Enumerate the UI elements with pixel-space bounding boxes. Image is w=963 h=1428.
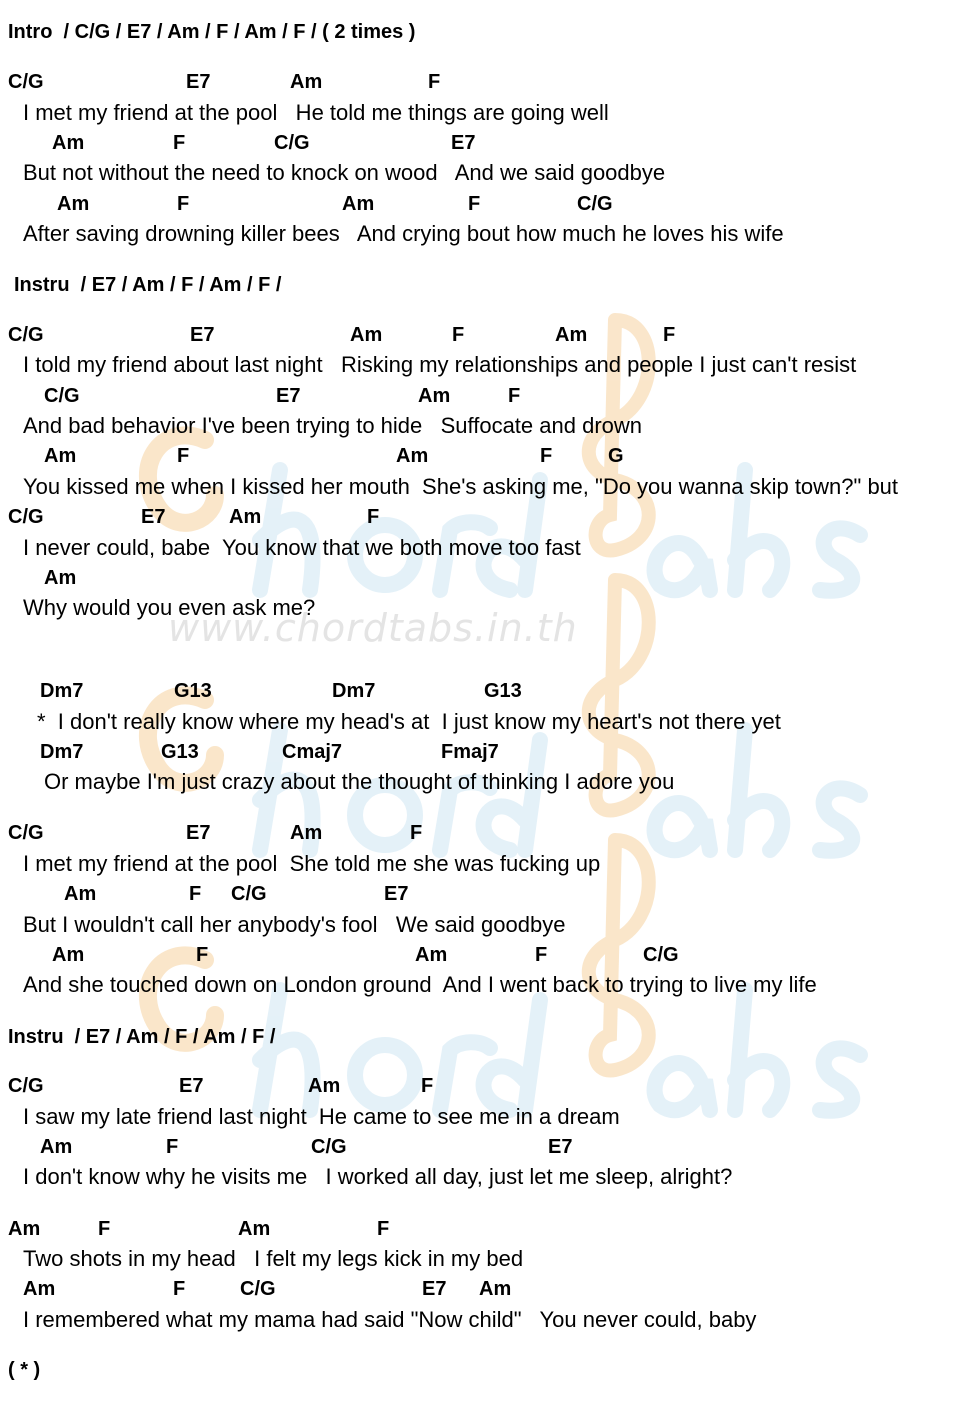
chord-label: ( * ) xyxy=(8,1359,41,1381)
chord-label: E7 xyxy=(276,385,301,407)
lyric-line: I met my friend at the pool He told me things are going well xyxy=(23,100,609,125)
lyric-line: I don't know why he visits me I worked all day, just let me sleep, alright? xyxy=(23,1164,733,1189)
chord-label: E7 xyxy=(186,822,211,844)
chord-label: E7 xyxy=(451,132,476,154)
chord-label: Fmaj7 xyxy=(441,741,499,763)
chord-label: Am xyxy=(57,193,90,215)
chord-label: F xyxy=(410,822,423,844)
lyric-line: And she touched down on London ground And I went back to trying to live my life xyxy=(23,972,817,997)
watermark-url: www.chordtabs.in.th xyxy=(168,606,578,650)
chord-label: C/G xyxy=(577,193,613,215)
chord-label: F xyxy=(173,1278,186,1300)
chord-label: E7 xyxy=(179,1075,204,1097)
lyric-line: I met my friend at the pool She told me she was fucking up xyxy=(23,851,601,876)
chord-label: Dm7 xyxy=(332,680,376,702)
chord-label: Am xyxy=(350,324,383,346)
chord-label: Am xyxy=(52,132,85,154)
lyric-line: Why would you even ask me? xyxy=(23,595,316,620)
chord-label: G xyxy=(608,445,624,467)
chord-label: Am xyxy=(418,385,451,407)
chord-label: E7 xyxy=(384,883,409,905)
chord-label: F xyxy=(177,445,190,467)
chord-label: C/G xyxy=(311,1136,347,1158)
chord-label: F xyxy=(367,506,380,528)
chord-label: E7 xyxy=(548,1136,573,1158)
lyric-line: I told my friend about last night Risking my relationships and people I just can't resist xyxy=(23,352,857,377)
chord-label: F xyxy=(663,324,676,346)
chord-label: C/G xyxy=(643,944,679,966)
lyric-line: But I wouldn't call her anybody's fool We said goodbye xyxy=(23,912,566,937)
chord-label: Am xyxy=(290,71,323,93)
chord-label: Am xyxy=(290,822,323,844)
chord-label: Am xyxy=(396,445,429,467)
lyric-line: You kissed me when I kissed her mouth She's asking me, "Do you wanna skip town?" but xyxy=(23,474,899,499)
chord-label: Intro / C/G / E7 / Am / F / Am / F / ( 2 times ) xyxy=(8,21,416,43)
chord-label: C/G xyxy=(8,822,44,844)
chord-label: Am xyxy=(8,1218,41,1240)
chord-label: Am xyxy=(229,506,262,528)
chord-label: E7 xyxy=(422,1278,447,1300)
chord-label: Am xyxy=(64,883,97,905)
chord-label: E7 xyxy=(141,506,166,528)
chord-label: C/G xyxy=(231,883,267,905)
lyric-line: Two shots in my head I felt my legs kick in my bed xyxy=(23,1246,524,1271)
chord-label: Am xyxy=(479,1278,512,1300)
chord-label: C/G xyxy=(8,1075,44,1097)
chord-label: C/G xyxy=(8,71,44,93)
lyric-line: And bad behavior I've been trying to hide Suffocate and drown xyxy=(23,413,642,438)
chord-label: Am xyxy=(555,324,588,346)
lyric-line: I never could, babe You know that we both move too fast xyxy=(23,535,581,560)
chord-label: F xyxy=(166,1136,179,1158)
chord-label: F xyxy=(508,385,521,407)
chord-label: Am xyxy=(308,1075,341,1097)
chord-label: Instru / E7 / Am / F / Am / F / xyxy=(14,274,282,296)
chord-label: F xyxy=(377,1218,390,1240)
chord-label: C/G xyxy=(240,1278,276,1300)
chord-label: Am xyxy=(40,1136,73,1158)
chord-label: G13 xyxy=(484,680,522,702)
chord-label: C/G xyxy=(274,132,310,154)
chord-label: Instru / E7 / Am / F / Am / F / xyxy=(8,1026,276,1048)
chord-label: F xyxy=(173,132,186,154)
chord-label: Dm7 xyxy=(40,741,84,763)
chord-label: F xyxy=(177,193,190,215)
chord-label: F xyxy=(540,445,553,467)
chord-label: E7 xyxy=(190,324,215,346)
lyric-line: But not without the need to knock on wood And we said goodbye xyxy=(23,160,666,185)
lyric-line: I remembered what my mama had said "Now child" You never could, baby xyxy=(23,1307,757,1332)
chord-label: C/G xyxy=(8,324,44,346)
lyric-line: After saving drowning killer bees And crying bout how much he loves his wife xyxy=(23,221,784,246)
chord-label: G13 xyxy=(174,680,212,702)
chord-label: F xyxy=(196,944,209,966)
chord-label: Am xyxy=(52,944,85,966)
chord-label: F xyxy=(421,1075,434,1097)
chord-label: F xyxy=(428,71,441,93)
chord-label: F xyxy=(189,883,202,905)
chord-label: Am xyxy=(23,1278,56,1300)
chord-label: F xyxy=(452,324,465,346)
chord-label: Cmaj7 xyxy=(282,741,343,763)
chord-label: F xyxy=(468,193,481,215)
lyric-line: I saw my late friend last night He came to see me in a dream xyxy=(23,1104,620,1129)
chord-label: C/G xyxy=(44,385,80,407)
chord-label: C/G xyxy=(8,506,44,528)
chord-label: Dm7 xyxy=(40,680,84,702)
chord-label: Am xyxy=(44,567,77,589)
chord-label: G13 xyxy=(161,741,199,763)
chord-label: F xyxy=(98,1218,111,1240)
chord-label: Am xyxy=(238,1218,271,1240)
chord-label: Am xyxy=(342,193,375,215)
chord-label: Am xyxy=(415,944,448,966)
chord-label: Am xyxy=(44,445,77,467)
lyric-line: Or maybe I'm just crazy about the thought of thinking I adore you xyxy=(44,769,675,794)
lyric-line: * I don't really know where my head's at I just know my heart's not there yet xyxy=(37,709,781,734)
chord-label: E7 xyxy=(186,71,211,93)
chord-label: F xyxy=(535,944,548,966)
